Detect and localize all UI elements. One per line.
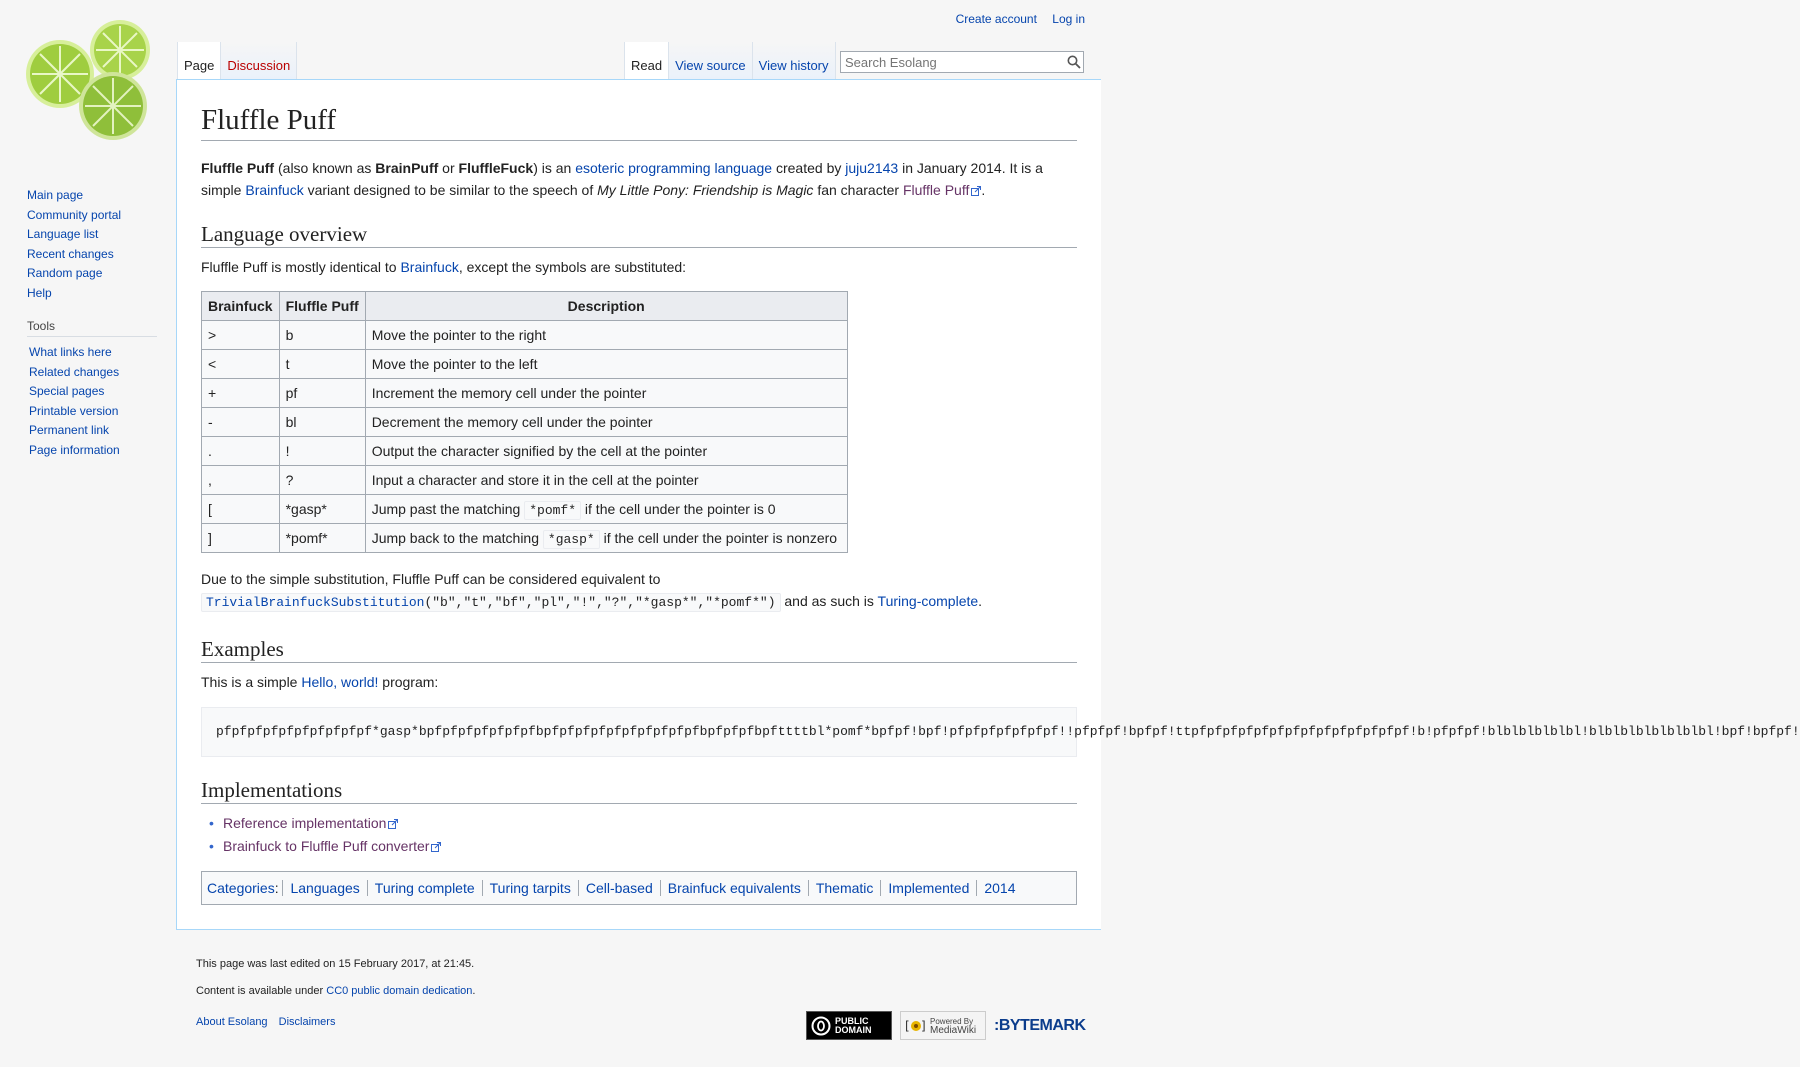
log-in-link[interactable]: Log in <box>1052 12 1085 26</box>
section-heading-language-overview: Language overview <box>201 221 1077 248</box>
intro-paragraph <box>201 157 1077 201</box>
converter-link[interactable] <box>223 838 441 854</box>
text: (also known as <box>274 160 376 176</box>
table-row <box>202 379 848 408</box>
svg-text:[: [ <box>905 1018 910 1033</box>
table-cell: pf <box>279 379 365 408</box>
table-cell: ? <box>279 466 365 495</box>
badge-line: DOMAIN <box>835 1024 872 1035</box>
section-heading-examples: Examples <box>201 636 1077 663</box>
category-2014[interactable]: 2014 <box>976 880 1022 896</box>
footer-places <box>196 1016 343 1028</box>
text: Jump back to the matching <box>371 529 543 546</box>
text: if the cell under the pointer is nonzero <box>599 529 838 546</box>
tab-discussion[interactable]: Discussion <box>220 42 297 79</box>
table-cell: Input a character and store it in the cell at the pointer <box>365 466 847 495</box>
table-cell: < <box>202 350 280 379</box>
table-row <box>202 495 848 524</box>
tab-view-source[interactable]: View source <box>668 42 752 79</box>
table-header: Description <box>365 292 847 321</box>
table-cell: *gasp* <box>279 495 365 524</box>
table-cell <box>365 495 847 524</box>
table-cell: Decrement the memory cell under the pointer <box>365 408 847 437</box>
hello-world-link[interactable]: Hello, world! <box>301 674 379 690</box>
search-icon[interactable] <box>1067 55 1081 69</box>
link-text: Fluffle Puff <box>902 182 970 198</box>
sidebar-item-main-page[interactable]: Main page <box>27 188 84 202</box>
namespace-tabs <box>177 42 297 79</box>
create-account-link[interactable]: Create account <box>955 12 1037 26</box>
external-link-icon <box>388 819 398 829</box>
table-row <box>202 350 848 379</box>
sidebar-item-community-portal[interactable]: Community portal <box>27 207 122 222</box>
view-tabs <box>624 42 836 79</box>
sidebar-item-help[interactable]: Help <box>27 285 52 300</box>
table-cell: ! <box>279 437 365 466</box>
sidebar-item-random-page[interactable]: Random page <box>27 266 103 280</box>
overview-paragraph <box>201 256 1077 278</box>
colon: : <box>274 880 283 896</box>
list-item <box>223 835 1077 858</box>
table-cell: - <box>202 408 280 437</box>
content-area <box>176 79 1800 930</box>
table-cell: ] <box>202 524 280 553</box>
table-cell: t <box>279 350 365 379</box>
license-line <box>196 985 475 1012</box>
tab-view-history[interactable]: View history <box>752 42 836 79</box>
text: Jump past the matching <box>371 500 525 517</box>
table-cell: , <box>202 466 280 495</box>
text: . <box>978 593 983 609</box>
equivalence-paragraph <box>201 568 1077 614</box>
text: if the cell under the pointer is 0 <box>581 500 776 517</box>
category-brainfuck-equivalents[interactable]: Brainfuck equivalents <box>660 880 808 896</box>
table-cell: + <box>202 379 280 408</box>
table-cell: > <box>202 321 280 350</box>
cc0-icon <box>811 1016 831 1036</box>
text: ) is an <box>533 160 576 176</box>
examples-paragraph <box>201 671 1077 693</box>
link-text: Brainfuck to Fluffle Puff converter <box>223 838 430 854</box>
code-args: ("b","t","bf","pl","!","?","*gasp*","*pomf*") <box>424 595 776 610</box>
text: and as such is <box>780 593 878 609</box>
last-edited: This page was last edited on 15 February 2017, at 21:45. <box>196 958 475 970</box>
table-cell: Move the pointer to the left <box>365 350 847 379</box>
powered-by-mediawiki-badge[interactable] <box>900 1011 986 1040</box>
reference-implementation-link[interactable] <box>223 815 398 831</box>
category-cell-based[interactable]: Cell-based <box>578 880 660 896</box>
text: in January 2014. It is a simple <box>201 160 1043 198</box>
category-thematic[interactable]: Thematic <box>808 880 881 896</box>
esoteric-language-link[interactable]: esoteric programming language <box>575 160 773 176</box>
text: , except the symbols are substituted: <box>458 259 687 275</box>
bold-alt1: BrainPuff <box>375 160 439 176</box>
disclaimers-link[interactable]: Disclaimers <box>278 1016 336 1028</box>
show-title: My Little Pony: Friendship is Magic <box>597 182 814 198</box>
page-title: Fluffle Puff <box>201 102 1077 141</box>
category-languages[interactable]: Languages <box>282 880 366 896</box>
trivial-substitution-link[interactable]: TrivialBrainfuckSubstitution <box>206 595 425 610</box>
sidebar-item-language-list[interactable]: Language list <box>27 227 99 241</box>
table-header: Fluffle Puff <box>279 292 365 321</box>
badge-line: PUBLIC <box>835 1015 869 1026</box>
tab-read[interactable]: Read <box>624 42 668 79</box>
table-row <box>202 524 848 553</box>
table-cell: Output the character signified by the cell at the pointer <box>365 437 847 466</box>
inline-code-substitution <box>201 593 781 612</box>
text: fan character <box>813 182 903 198</box>
list-item <box>223 812 1077 835</box>
search-input[interactable] <box>840 51 1084 73</box>
sidebar-item-page-information[interactable]: Page information <box>29 442 120 457</box>
mediawiki-flower-icon <box>905 1017 927 1035</box>
category-implemented[interactable]: Implemented <box>880 880 976 896</box>
text: created by <box>772 160 846 176</box>
code-block[interactable]: pfpfpfpfpfpfpfpfpfpf*gasp*bpfpfpfpfpfpfpfbpfpfpfpfpfpfpfpfpfpfbpfpfpfbpfttttbl*pomf*bpfpf!bpf!pfpfpfpfpfpfpf!!pfpfpf!bpfpf!ttpfpfpfpfpfpfpfpfpfpfpfpfpfpf!b!pfpfpf!blblblblblbl!blblblblblblblbl!bpf!bpfpf! <box>201 707 1077 757</box>
sidebar-item-printable-version[interactable]: Printable version <box>29 403 119 418</box>
tab-page[interactable]: Page <box>177 42 220 79</box>
cc0-link[interactable]: CC0 public domain dedication <box>326 985 473 997</box>
badge-text <box>835 1017 872 1035</box>
table-cell: b <box>279 321 365 350</box>
sidebar-item-special-pages[interactable]: Special pages <box>29 384 105 398</box>
bold-name: Fluffle Puff <box>201 160 275 176</box>
table-cell: [ <box>202 495 280 524</box>
inline-code: *gasp* <box>543 530 600 549</box>
brainfuck-link[interactable]: Brainfuck <box>245 182 304 198</box>
implementation-list <box>223 812 1077 858</box>
about-esolang-link[interactable]: About Esolang <box>196 1016 268 1028</box>
section-heading-implementations: Implementations <box>201 777 1077 804</box>
link-text: Reference implementation <box>223 815 387 831</box>
bold-alt2: FluffleFuck <box>458 160 534 176</box>
svg-text:]: ] <box>921 1018 926 1033</box>
footer-badges <box>806 1011 1086 1040</box>
external-link-icon <box>971 186 981 196</box>
text: or <box>438 160 459 176</box>
table-row <box>202 321 848 350</box>
table-header: Brainfuck <box>202 292 280 321</box>
sidebar-item-what-links-here[interactable]: What links here <box>29 345 112 359</box>
bytemark-badge[interactable]: :BYTEMARK <box>994 1016 1086 1034</box>
inline-code: *pomf* <box>524 501 581 520</box>
badge-text <box>930 1017 976 1035</box>
user-link[interactable]: juju2143 <box>845 160 899 176</box>
esolang-logo-icon[interactable] <box>18 14 158 146</box>
category-turing-complete[interactable]: Turing complete <box>367 880 482 896</box>
categories-link[interactable]: Categories <box>207 880 275 896</box>
sidebar-tools <box>29 343 120 460</box>
table-cell: Move the pointer to the right <box>365 321 847 350</box>
turing-complete-link[interactable]: Turing-complete <box>877 593 979 609</box>
sidebar-item-recent-changes[interactable]: Recent changes <box>27 246 114 261</box>
sidebar-item-permanent-link[interactable]: Permanent link <box>29 423 110 437</box>
fluffle-puff-external-link[interactable] <box>903 182 981 198</box>
text: program: <box>378 674 439 690</box>
tools-heading: Tools <box>27 319 157 337</box>
text: Fluffle Puff is mostly identical to <box>201 259 401 275</box>
table-cell: *pomf* <box>279 524 365 553</box>
external-link-icon <box>431 842 441 852</box>
table-cell: bl <box>279 408 365 437</box>
brainfuck-link[interactable]: Brainfuck <box>400 259 459 275</box>
table-row <box>202 466 848 495</box>
text: variant designed to be similar to the speech of <box>303 182 598 198</box>
text: This is a simple <box>201 674 302 690</box>
public-domain-badge[interactable] <box>806 1011 892 1040</box>
table-cell: Increment the memory cell under the pointer <box>365 379 847 408</box>
category-links <box>201 871 1077 905</box>
category-turing-tarpits[interactable]: Turing tarpits <box>482 880 578 896</box>
table-row <box>202 408 848 437</box>
table-row <box>202 437 848 466</box>
command-table <box>201 291 848 553</box>
sidebar-item-related-changes[interactable]: Related changes <box>29 364 120 379</box>
footer-info <box>196 958 475 1012</box>
personal-tools <box>944 12 1085 26</box>
text: . <box>981 182 986 198</box>
text: Due to the simple substitution, Fluffle Puff can be considered equivalent to <box>201 571 661 587</box>
sidebar-navigation <box>27 186 121 303</box>
text: Content is available under <box>196 985 327 997</box>
table-header-row <box>202 292 848 321</box>
badge-line: MediaWiki <box>930 1024 977 1036</box>
table-cell <box>365 524 847 553</box>
text: . <box>472 985 476 997</box>
table-cell: . <box>202 437 280 466</box>
badge-line: Powered By <box>930 1016 974 1026</box>
